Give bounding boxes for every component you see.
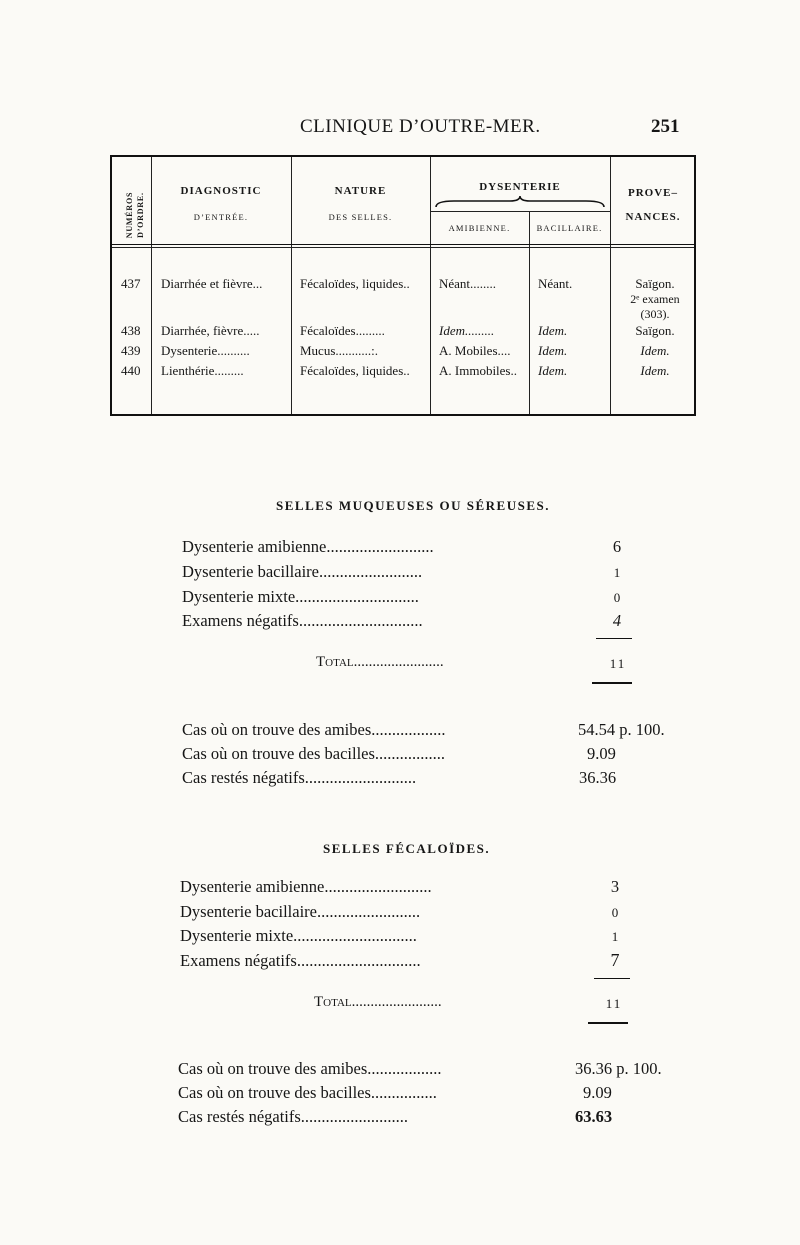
provenance-line: 2ᵉ examen [630,292,680,306]
header-nature-sub: DES SELLES. [328,212,393,222]
percentage-value: 9.09 [583,1083,612,1102]
brace-icon [434,195,606,209]
percentage-value: 9.09 [587,744,616,763]
item-label: Dysenterie mixte.............................. [182,587,419,606]
percentage-label: Cas restés négatifs........................... [182,768,417,787]
percentage-row [178,1107,688,1129]
total-value: 11 [609,656,627,671]
header-diagnostic-sub: D’ENTRÉE. [193,212,249,222]
list-item [180,877,630,899]
row-provenance [611,276,699,322]
item-value: 7 [610,950,620,970]
list-item [180,902,630,924]
row-provenance [611,343,699,359]
list-item [182,562,632,584]
provenance-line: Idem. [640,363,670,378]
percentage-row [182,768,682,790]
percentage-value: 36.36 [579,768,617,787]
row-nature: Fécaloïdes......... [300,323,385,338]
percentage-row [178,1083,688,1105]
row-amibienne: A. Immobiles.. [439,363,517,378]
provenance-line: Idem. [640,343,670,358]
row-number: 438 [121,323,141,338]
header-amibienne: AMIBIENNE. [448,223,511,233]
total-label: Total........................ [316,654,444,670]
list-item [182,537,632,559]
item-label: Examens négatifs.............................. [180,951,421,970]
header-numeros [124,175,146,255]
header-provenances-2: NANCES. [625,211,681,223]
row-amibienne: Néant........ [439,276,497,291]
header-numeros-line2: D’ORDRE. [136,192,145,238]
percentage-row [182,720,682,742]
percentage-row [178,1059,688,1081]
row-diagnostic: Dysenterie.......... [161,343,250,358]
total-rule [588,1022,628,1024]
column-divider [430,157,431,414]
header-provenances-1: PROVE– [628,187,678,199]
item-value: 4 [612,611,622,630]
item-value: 3 [610,877,620,896]
percentage-label: Cas où on trouve des bacilles................. [182,744,446,763]
row-amibienne: Idem......... [439,323,495,338]
provenance-line: (303). [640,307,670,321]
header-diagnostic: DIAGNOSTIC [180,185,262,197]
percentage-label: Cas où on trouve des amibes.................. [182,720,446,739]
list-item [180,951,630,973]
item-value: 6 [612,537,622,556]
row-bacillaire: Néant. [538,276,573,291]
row-number: 440 [121,363,141,378]
item-value: 1 [611,929,619,944]
percentage-label: Cas où on trouve des bacilles................ [178,1083,437,1102]
total-row [314,994,630,1016]
percentage-value: 54.54 p. 100. [578,720,665,739]
header-numeros-line1: NUMÉROS [125,191,134,239]
sum-rule [596,638,632,639]
row-nature: Fécaloïdes, liquides.. [300,276,410,291]
row-amibienne: A. Mobiles.... [439,343,511,358]
row-diagnostic: Diarrhée et fièvre... [161,276,263,291]
cases-table [110,155,696,416]
row-nature: Fécaloïdes, liquides.. [300,363,410,378]
header-bacillaire: BACILLAIRE. [536,223,603,233]
subheader-rule [430,211,610,212]
running-title: CLINIQUE D’OUTRE-MER. [300,116,541,137]
item-value: 0 [613,590,621,605]
provenance-line: Saïgon. [635,323,675,338]
row-nature: Mucus...........:. [300,343,378,358]
provenance-line: Saïgon. [635,276,675,291]
percentage-row [182,744,682,766]
total-rule [592,682,632,684]
percentage-value: 63.63 [575,1107,613,1126]
item-label: Dysenterie mixte.............................. [180,926,417,945]
total-row [316,654,632,676]
total-label: Total........................ [314,994,442,1010]
header-dysenterie: DYSENTERIE [479,181,561,193]
row-bacillaire: Idem. [538,343,568,358]
page-number: 251 [651,116,680,137]
row-diagnostic: Diarrhée, fièvre..... [161,323,260,338]
section-title: SELLES FÉCALOÏDES. [323,841,491,856]
item-label: Dysenterie amibienne.......................... [180,877,432,896]
header-rule-thin [112,247,694,248]
list-item [182,611,632,633]
row-number: 439 [121,343,141,358]
header-nature: NATURE [334,185,387,197]
total-value: 11 [605,996,623,1011]
item-value: 0 [611,905,619,920]
sum-rule [594,978,630,979]
list-item [182,587,632,609]
item-label: Dysenterie bacillaire......................... [182,562,423,581]
row-provenance [611,363,699,379]
item-value: 1 [613,565,621,580]
column-divider [529,211,530,414]
header-rule [112,244,694,245]
row-diagnostic: Lienthérie......... [161,363,244,378]
row-provenance [611,323,699,339]
row-bacillaire: Idem. [538,363,568,378]
section-title: SELLES MUQUEUSES OU SÉREUSES. [276,498,550,513]
item-label: Dysenterie bacillaire......................... [180,902,421,921]
item-label: Examens négatifs.............................. [182,611,423,630]
item-label: Dysenterie amibienne.......................... [182,537,434,556]
percentage-label: Cas restés négatifs.......................... [178,1107,409,1126]
percentage-value: 36.36 p. 100. [575,1059,662,1078]
percentage-label: Cas où on trouve des amibes.................. [178,1059,442,1078]
row-number: 437 [121,276,141,291]
list-item [180,926,630,948]
row-bacillaire: Idem. [538,323,568,338]
